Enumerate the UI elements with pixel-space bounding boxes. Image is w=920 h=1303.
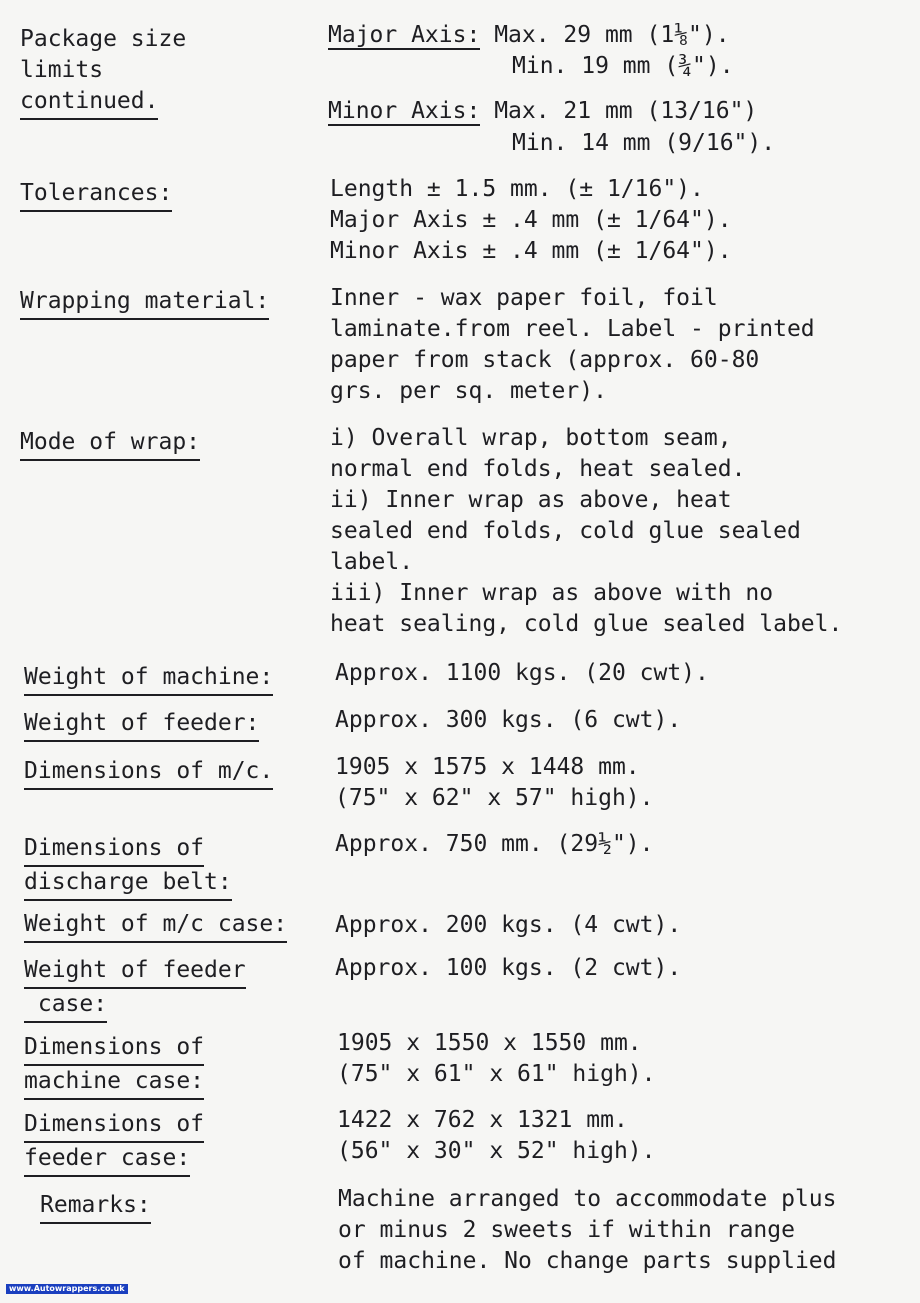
label-mode-of-wrap [20,427,200,461]
value-line: Length ± 1.5 mm. (± 1/16"). [330,176,704,202]
label-line-underlined: Wrapping material: [20,286,269,320]
value-line: ii) Inner wrap as above, heat [330,487,732,513]
weight-mc-case-value: Approx. 200 kgs. (4 cwt). [335,912,682,938]
weight-of-feeder-value: Approx. 300 kgs. (6 cwt). [335,707,682,733]
minor-axis-max: Max. 21 mm (13/16") [494,98,758,124]
value-line: laminate.from reel. Label - printed [330,316,815,342]
value-line: paper from stack (approx. 60-80 [330,347,760,373]
label-line-underlined: Weight of feeder: [24,708,259,742]
value-line: or minus 2 sweets if within range [338,1217,795,1243]
label-weight-of-machine [24,662,273,696]
label-line-underlined: Dimensions of [24,833,204,867]
value-line: heat sealing, cold glue sealed label. [330,611,843,637]
minor-axis-heading: Minor Axis: [328,98,481,124]
value-line: Minor Axis ± .4 mm (± 1/64"). [330,238,732,264]
label-dimensions-feeder-case [24,1109,204,1177]
label-line-underlined: Tolerances: [20,178,172,212]
value-line: grs. per sq. meter). [330,378,607,404]
value-line: sealed end folds, cold glue sealed [330,518,801,544]
label-line [24,989,246,1023]
weight-feeder-case-value: Approx. 100 kgs. (2 cwt). [335,955,682,981]
value-line: 1422 x 762 x 1321 mm. [337,1107,628,1133]
value-line: iii) Inner wrap as above with no [330,580,774,606]
label-line-underlined: Dimensions of [24,1109,204,1143]
major-axis-min: Min. 19 mm (¾"). [512,53,734,79]
website-watermark: www.Autowrappers.co.uk [6,1284,128,1294]
value-line: (56" x 30" x 52" high). [337,1138,656,1164]
label-line-underlined: Weight of feeder [24,955,246,989]
label-dimensions-machine-case [24,1032,204,1100]
value-line: Inner - wax paper foil, foil [330,285,718,311]
label-line-underlined: continued. [20,86,158,120]
label-remarks [40,1190,151,1224]
label-line [24,1066,204,1100]
mode-of-wrap-values [330,423,842,640]
remarks-values [338,1184,837,1277]
label-line: limits [20,57,104,83]
label-line [24,833,232,867]
label-line-underlined: Weight of m/c case: [24,909,287,943]
dimensions-machine-case-values [337,1028,656,1090]
label-line-underlined: machine case: [24,1066,204,1100]
value-line: 1905 x 1575 x 1448 mm. [335,754,640,780]
weight-of-machine-value: Approx. 1100 kgs. (20 cwt). [335,660,709,686]
value-line: i) Overall wrap, bottom seam, [330,425,732,451]
major-axis-heading: Major Axis: [328,22,481,48]
label-line [20,86,186,120]
label-dimensions-mc [24,756,273,790]
label-line: Package size [20,26,187,52]
label-package-size [20,24,186,120]
minor-axis-block [328,96,757,127]
value-line: normal end folds, heat sealed. [330,456,746,482]
label-wrapping-material [20,286,269,320]
tolerances-values [330,174,732,267]
label-line-underlined: Dimensions of [24,1032,204,1066]
label-line [24,1143,204,1177]
dimensions-feeder-case-values [337,1105,656,1167]
label-dimensions-discharge-belt [24,833,232,901]
label-line [24,867,232,901]
major-axis-block [328,20,730,51]
minor-axis-min: Min. 14 mm (9/16"). [512,130,776,156]
value-line: Machine arranged to accommodate plus [338,1186,837,1212]
value-line: 1905 x 1550 x 1550 mm. [337,1030,642,1056]
label-line-underlined: case: [24,989,107,1023]
dimensions-mc-values [335,752,654,814]
value-line: label. [330,549,414,575]
label-line [24,1032,204,1066]
wrapping-material-values [330,283,815,407]
label-line-underlined: Remarks: [40,1190,151,1224]
label-weight-of-feeder [24,708,259,742]
label-line-underlined: Weight of machine: [24,662,273,696]
label-weight-feeder-case [24,955,246,1023]
label-tolerances [20,178,172,212]
value-line: of machine. No change parts supplied [338,1248,837,1274]
label-line-underlined: discharge belt: [24,867,232,901]
major-axis-max: Max. 29 mm (1⅛"). [494,22,730,48]
label-line [24,955,246,989]
label-weight-mc-case [24,909,287,943]
dimensions-discharge-belt-value: Approx. 750 mm. (29½"). [335,831,654,857]
value-line: Major Axis ± .4 mm (± 1/64"). [330,207,732,233]
value-line: (75" x 62" x 57" high). [335,785,654,811]
label-line-underlined: feeder case: [24,1143,190,1177]
label-line-underlined: Mode of wrap: [20,427,200,461]
label-line [24,1109,204,1143]
label-line-underlined: Dimensions of m/c. [24,756,273,790]
value-line: (75" x 61" x 61" high). [337,1061,656,1087]
